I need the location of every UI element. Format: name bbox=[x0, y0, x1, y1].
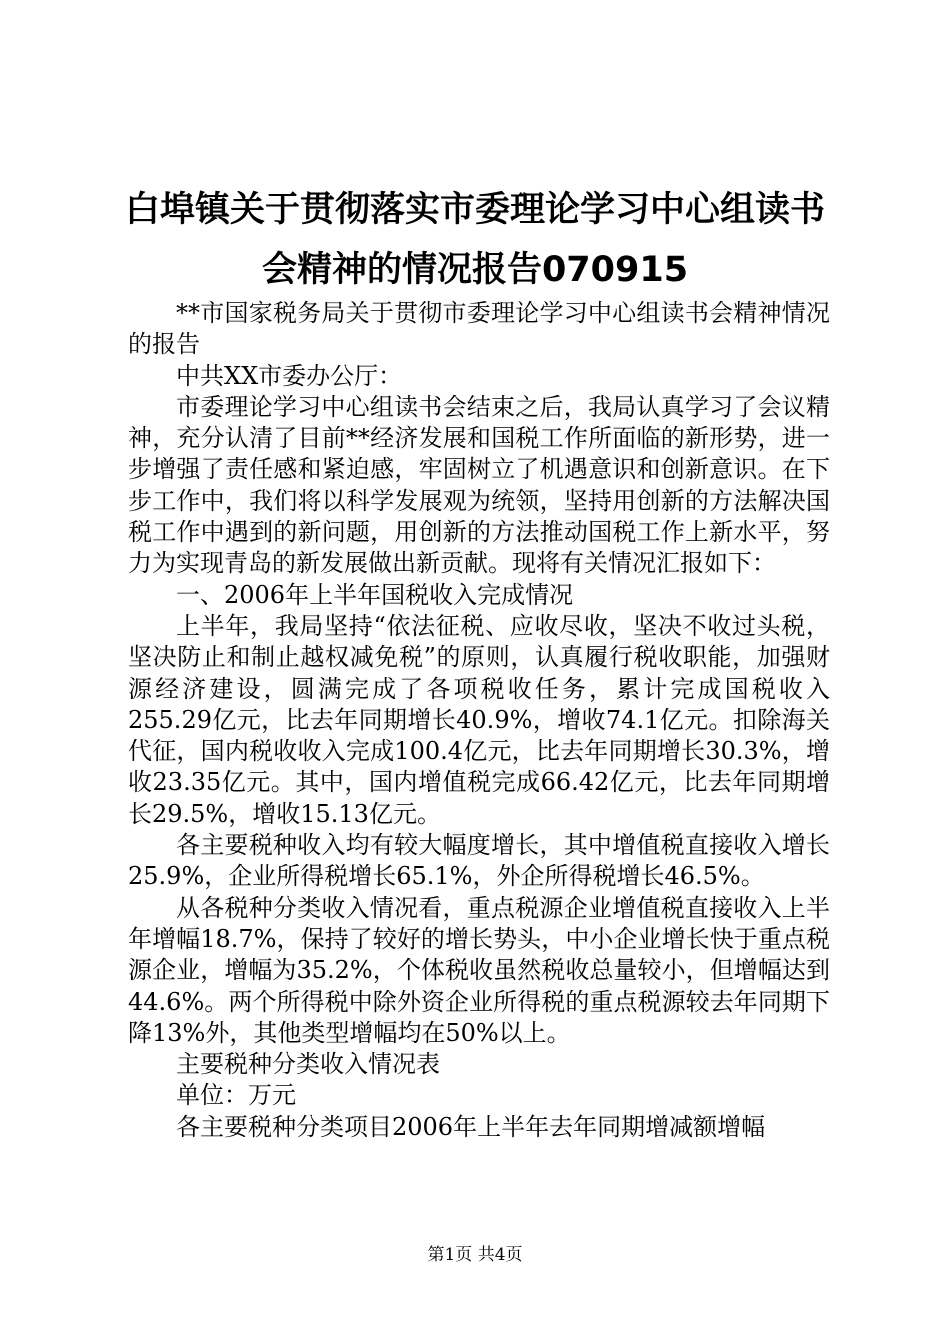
document-body bbox=[128, 298, 830, 1143]
paragraph-table-title: 主要税种分类收入情况表 bbox=[176, 1050, 440, 1079]
paragraph-tax-growth: 各主要税种收入均有较大幅度增长，其中增值税直接收入增长25.9%，企业所得税增长65.1%，外企所得税增长46.5%。 bbox=[128, 831, 830, 891]
paragraph-addressee: 中共XX市委办公厅： bbox=[176, 361, 403, 390]
page-footer: 第1页 共4页 bbox=[427, 1245, 523, 1265]
paragraph-unit: 单位：万元 bbox=[176, 1081, 296, 1110]
paragraph-section-heading: 一、2006年上半年国税收入完成情况 bbox=[176, 580, 574, 609]
paragraph-table-header: 各主要税种分类项目2006年上半年去年同期增减额增幅 bbox=[176, 1112, 766, 1141]
paragraph-revenue: 上半年，我局坚持“依法征税、应收尽收，坚决不收过头税，坚决防止和制止越权减免税”的原则，认真履行税收职能，加强财源经济建设，圆满完成了各项税收任务，累计完成国税收入255.29亿元，比去年同期增长40.9%，增收74.1亿元。扣除海关代征，国内税收收入完成100.4亿元，比去年同期增长30.3%，增收23.35亿元。其中，国内增值税完成66.42亿元，比去年同期增长29.5%，增收15.13亿元。 bbox=[128, 611, 830, 828]
paragraph-report-heading: **市国家税务局关于贯彻市委理论学习中心组读书会精神情况的报告 bbox=[128, 299, 830, 359]
title-line-1: 白埠镇关于贯彻落实市委理论学习中心组读书 bbox=[124, 190, 825, 230]
document-title bbox=[110, 180, 840, 300]
paragraph-category-analysis: 从各税种分类收入情况看，重点税源企业增值税直接收入上半年增幅18.7%，保持了较好的增长势头，中小企业增长快于重点税源企业，增幅为35.2%，个体税收虽然税收总量较小，但增幅达到44.6%。两个所得税中除外资企业所得税的重点税源较去年同期下降13%外，其他类型增幅均在50%以上。 bbox=[128, 893, 830, 1047]
title-line-2: 会精神的情况报告070915 bbox=[261, 250, 689, 290]
paragraph-intro: 市委理论学习中心组读书会结束之后，我局认真学习了会议精神，充分认清了目前**经济发展和国税工作所面临的新形势，进一步增强了责任感和紧迫感，牢固树立了机遇意识和创新意识。在下步工作中，我们将以科学发展观为统领，坚持用创新的方法解决国税工作中遇到的新问题，用创新的方法推动国税工作上新水平，努力为实现青岛的新发展做出新贡献。现将有关情况汇报如下： bbox=[128, 392, 830, 578]
